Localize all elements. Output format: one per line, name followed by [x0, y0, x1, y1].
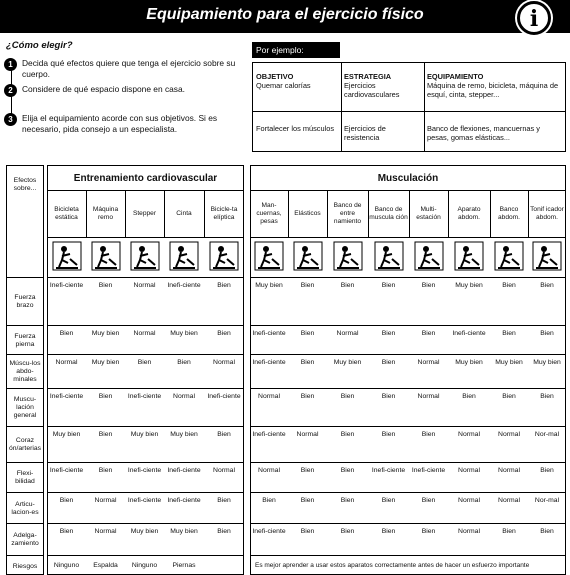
- table-cell: Bien: [340, 393, 355, 400]
- table-cell: Bien: [381, 282, 396, 289]
- table-cell: Inefi-ciente: [252, 431, 286, 438]
- table-cell: Bien: [98, 431, 113, 438]
- table-cell: Muy bien: [255, 282, 283, 289]
- column-header: Elásticos: [294, 209, 321, 217]
- column-header: Cinta: [176, 209, 192, 217]
- table-cell: Muy bien: [455, 282, 483, 289]
- multi-station-icon: [414, 241, 444, 271]
- row-label: Fuerza pierna: [14, 332, 36, 348]
- table-cell: Bien: [381, 359, 396, 366]
- table-cell: Muy bien: [533, 359, 561, 366]
- column-header: Aparato abdom.: [457, 205, 481, 221]
- column-header: Banco de muscula ción: [369, 205, 408, 221]
- ab-device-icon: [454, 241, 484, 271]
- risk-note: Es mejor aprender a usar estos aparatos correctamente antes de hacer un esfuerzo importante: [255, 562, 530, 569]
- row-divider: [6, 426, 44, 427]
- table-cell: Nor-mal: [534, 431, 560, 438]
- example-cell: Ejercicios cardiovasculares: [344, 81, 400, 99]
- table-cell: Muy bien: [91, 330, 120, 337]
- table-cell: Bien: [300, 393, 315, 400]
- table-cell: Inefi-ciente: [452, 330, 486, 337]
- table-cell: Normal: [94, 528, 117, 535]
- table-cell: Inefi-ciente: [127, 497, 162, 504]
- column-header: Tonif icador abdom.: [530, 205, 564, 221]
- table-cell: Normal: [498, 431, 520, 438]
- elliptical-icon: [209, 241, 239, 271]
- treadmill-icon: [169, 241, 199, 271]
- divider: [47, 190, 244, 191]
- effects-header: Efectos sobre...: [13, 177, 37, 192]
- table-cell: Bien: [421, 528, 436, 535]
- risk-cell: Piernas: [172, 562, 196, 569]
- table-cell: Inefi-ciente: [252, 359, 286, 366]
- table-cell: Bien: [502, 282, 516, 289]
- table-cell: Bien: [137, 359, 152, 366]
- row-divider: [6, 277, 44, 278]
- table-cell: Bien: [421, 330, 436, 337]
- table-cell: Bien: [217, 282, 231, 289]
- cardio-title: Entrenamiento cardiovascular: [73, 173, 218, 184]
- row-divider: [6, 388, 44, 389]
- table-cell: Normal: [213, 467, 235, 474]
- weight-bench-icon: [374, 241, 404, 271]
- row-divider: [6, 354, 44, 355]
- table-cell: Bien: [421, 431, 436, 438]
- column-header: Bicicleta estática: [54, 205, 79, 221]
- column-header: Banco abdom.: [498, 205, 520, 221]
- table-cell: Muy bien: [91, 359, 120, 366]
- row-label: Múscu-los abdo-minales: [9, 360, 41, 383]
- table-cell: Bien: [300, 528, 315, 535]
- row-divider: [6, 492, 44, 493]
- table-cell: Muy bien: [130, 528, 159, 535]
- info-glyph: i: [529, 6, 539, 32]
- table-cell: Normal: [417, 393, 440, 400]
- risk-label: Riesgos: [12, 563, 38, 570]
- table-cell: Bien: [421, 497, 436, 504]
- table-cell: Inefi-ciente: [167, 467, 201, 474]
- table-cell: Normal: [213, 359, 235, 366]
- table-cell: Bien: [59, 497, 74, 504]
- table-cell: Bien: [381, 528, 396, 535]
- table-cell: Normal: [458, 497, 480, 504]
- step-2: [8, 84, 237, 95]
- table-cell: Muy bien: [495, 359, 523, 366]
- example-cell: Máquina de remo, bicicleta, máquina de esquí, cinta, stepper...: [427, 81, 559, 99]
- dumbbell-icon: [254, 241, 284, 271]
- bike-icon: [52, 241, 82, 271]
- page-title: Equipamiento para el ejercicio físico: [146, 6, 424, 23]
- table-cell: Normal: [458, 528, 480, 535]
- example-cell: Banco de flexiones, mancuernas y pesas, gomas elásticas...: [427, 124, 540, 142]
- table-cell: Normal: [173, 393, 195, 400]
- table-cell: Muy bien: [455, 359, 483, 366]
- training-bench-icon: [333, 241, 363, 271]
- divider: [47, 237, 244, 238]
- table-cell: Muy bien: [170, 330, 198, 337]
- table-cell: Normal: [94, 497, 117, 504]
- table-cell: Inefi-ciente: [49, 467, 84, 474]
- table-cell: Normal: [55, 359, 78, 366]
- table-cell: Inefi-ciente: [49, 393, 84, 400]
- table-cell: Inefi-ciente: [207, 393, 241, 400]
- example-cell: Quemar calorías: [256, 81, 311, 90]
- muscle-title: Musculación: [377, 173, 439, 184]
- stepper-icon: [130, 241, 160, 271]
- table-cell: Muy bien: [170, 431, 198, 438]
- elastic-band-icon: [293, 241, 323, 271]
- table-cell: Bien: [217, 497, 231, 504]
- risk-cell: Espalda: [93, 562, 118, 569]
- table-cell: Bien: [421, 282, 436, 289]
- example-cell: Ejercicios de resistencia: [344, 124, 386, 142]
- row-divider: [6, 325, 44, 326]
- row-label: Articu-lacion-es: [11, 500, 39, 516]
- row-divider: [6, 523, 44, 524]
- table-cell: Bien: [217, 431, 231, 438]
- table-cell: Bien: [502, 330, 516, 337]
- table-cell: Bien: [381, 393, 396, 400]
- table-cell: Muy bien: [333, 359, 362, 366]
- table-cell: Bien: [381, 497, 396, 504]
- table-cell: Normal: [417, 359, 440, 366]
- step-1: [8, 58, 237, 79]
- table-cell: Bien: [540, 330, 554, 337]
- divider: [253, 111, 565, 112]
- table-cell: Bien: [262, 497, 276, 504]
- column-header: Man-cuernas, pesas: [256, 201, 282, 225]
- table-cell: Normal: [133, 330, 156, 337]
- table-cell: Bien: [300, 330, 315, 337]
- table-cell: Inefi-ciente: [167, 282, 201, 289]
- example-table: [252, 62, 566, 152]
- risk-cell: Ninguno: [131, 562, 158, 569]
- rowing-machine-icon: [91, 241, 121, 271]
- table-cell: Inefi-ciente: [127, 393, 162, 400]
- header-bar: [0, 0, 570, 33]
- divider: [250, 237, 566, 238]
- table-cell: Normal: [258, 393, 280, 400]
- row-divider: [6, 462, 44, 463]
- divider: [250, 190, 566, 191]
- row-divider: [47, 277, 244, 278]
- column-header: Multi-estación: [416, 205, 441, 221]
- table-cell: Bien: [502, 528, 516, 535]
- step-number: 1: [4, 58, 17, 71]
- table-cell: Bien: [98, 282, 113, 289]
- table-cell: Bien: [217, 528, 231, 535]
- step-number: 2: [4, 84, 17, 97]
- table-cell: Bien: [340, 431, 355, 438]
- risk-cell: Ninguno: [53, 562, 80, 569]
- example-header-equipment: EQUIPAMIENTO: [427, 72, 484, 81]
- table-cell: Normal: [336, 330, 359, 337]
- table-cell: Bien: [540, 393, 554, 400]
- example-cell: Fortalecer los músculos: [256, 124, 335, 133]
- table-cell: Inefi-ciente: [371, 467, 406, 474]
- row-label: Coraz ón/arterias: [8, 437, 42, 452]
- table-cell: Bien: [540, 528, 554, 535]
- example-header-objective: OBJETIVO: [256, 72, 294, 81]
- table-cell: Bien: [300, 359, 315, 366]
- column-header: Stepper: [132, 209, 157, 217]
- row-divider: [6, 555, 44, 556]
- table-cell: Normal: [133, 282, 156, 289]
- table-cell: Inefi-ciente: [127, 467, 162, 474]
- table-cell: Normal: [458, 431, 480, 438]
- table-cell: Bien: [381, 431, 396, 438]
- table-cell: Normal: [498, 497, 520, 504]
- row-label: Fuerza brazo: [14, 294, 36, 309]
- howto-title: ¿Cómo elegir?: [6, 40, 73, 51]
- table-cell: Inefi-ciente: [411, 467, 446, 474]
- table-cell: Bien: [300, 282, 315, 289]
- table-cell: Muy bien: [52, 431, 81, 438]
- table-cell: Bien: [340, 528, 355, 535]
- table-cell: Bien: [381, 330, 396, 337]
- step-3: [8, 113, 232, 134]
- table-cell: Normal: [498, 467, 520, 474]
- row-label: Adelga-zamiento: [11, 532, 39, 547]
- table-cell: Bien: [217, 330, 231, 337]
- table-cell: Normal: [258, 467, 280, 474]
- table-cell: Normal: [458, 467, 480, 474]
- table-cell: Bien: [540, 282, 554, 289]
- table-cell: Inefi-ciente: [49, 282, 84, 289]
- column-header: Máquina remo: [92, 205, 119, 221]
- example-label: Por ejemplo:: [252, 42, 340, 58]
- row-label: Flexi-bilidad: [15, 470, 35, 485]
- ab-bench-icon: [494, 241, 524, 271]
- table-cell: Inefi-ciente: [252, 330, 286, 337]
- table-cell: Bien: [340, 282, 355, 289]
- step-text: Decida qué efectos quiere que tenga el ejercicio sobre su cuerpo.: [22, 58, 236, 79]
- table-cell: Bien: [300, 497, 315, 504]
- row-label: Muscu-lación general: [13, 396, 37, 419]
- table-cell: Nor-mal: [534, 497, 560, 504]
- table-cell: Bien: [502, 393, 516, 400]
- step-text: Elija el equipamiento acorde con sus objetivos. Si es necesario, pida consejo a un especialista.: [22, 113, 218, 134]
- column-header: Bicicle-ta elíptica: [210, 205, 238, 221]
- table-cell: Bien: [340, 497, 355, 504]
- table-cell: Bien: [300, 467, 315, 474]
- table-cell: Bien: [98, 467, 113, 474]
- step-text: Considere de qué espacio dispone en casa.: [22, 84, 185, 94]
- table-cell: Normal: [296, 431, 319, 438]
- table-cell: Inefi-ciente: [252, 528, 286, 535]
- table-cell: Bien: [177, 359, 191, 366]
- table-cell: Muy bien: [130, 431, 159, 438]
- example-header-strategy: ESTRATEGIA: [344, 72, 392, 81]
- table-cell: Bien: [59, 528, 74, 535]
- column-header: Banco de entre namiento: [333, 201, 362, 225]
- table-cell: Bien: [98, 393, 113, 400]
- table-cell: Bien: [462, 393, 476, 400]
- table-cell: Bien: [340, 467, 355, 474]
- table-cell: Bien: [59, 330, 74, 337]
- row-divider: [250, 277, 566, 278]
- ab-toner-icon: [532, 241, 562, 271]
- table-cell: Bien: [540, 467, 554, 474]
- table-cell: Muy bien: [170, 528, 198, 535]
- step-number: 3: [4, 113, 17, 126]
- table-cell: Inefi-ciente: [167, 497, 201, 504]
- risk-cell: [204, 562, 244, 572]
- info-icon: [517, 1, 551, 35]
